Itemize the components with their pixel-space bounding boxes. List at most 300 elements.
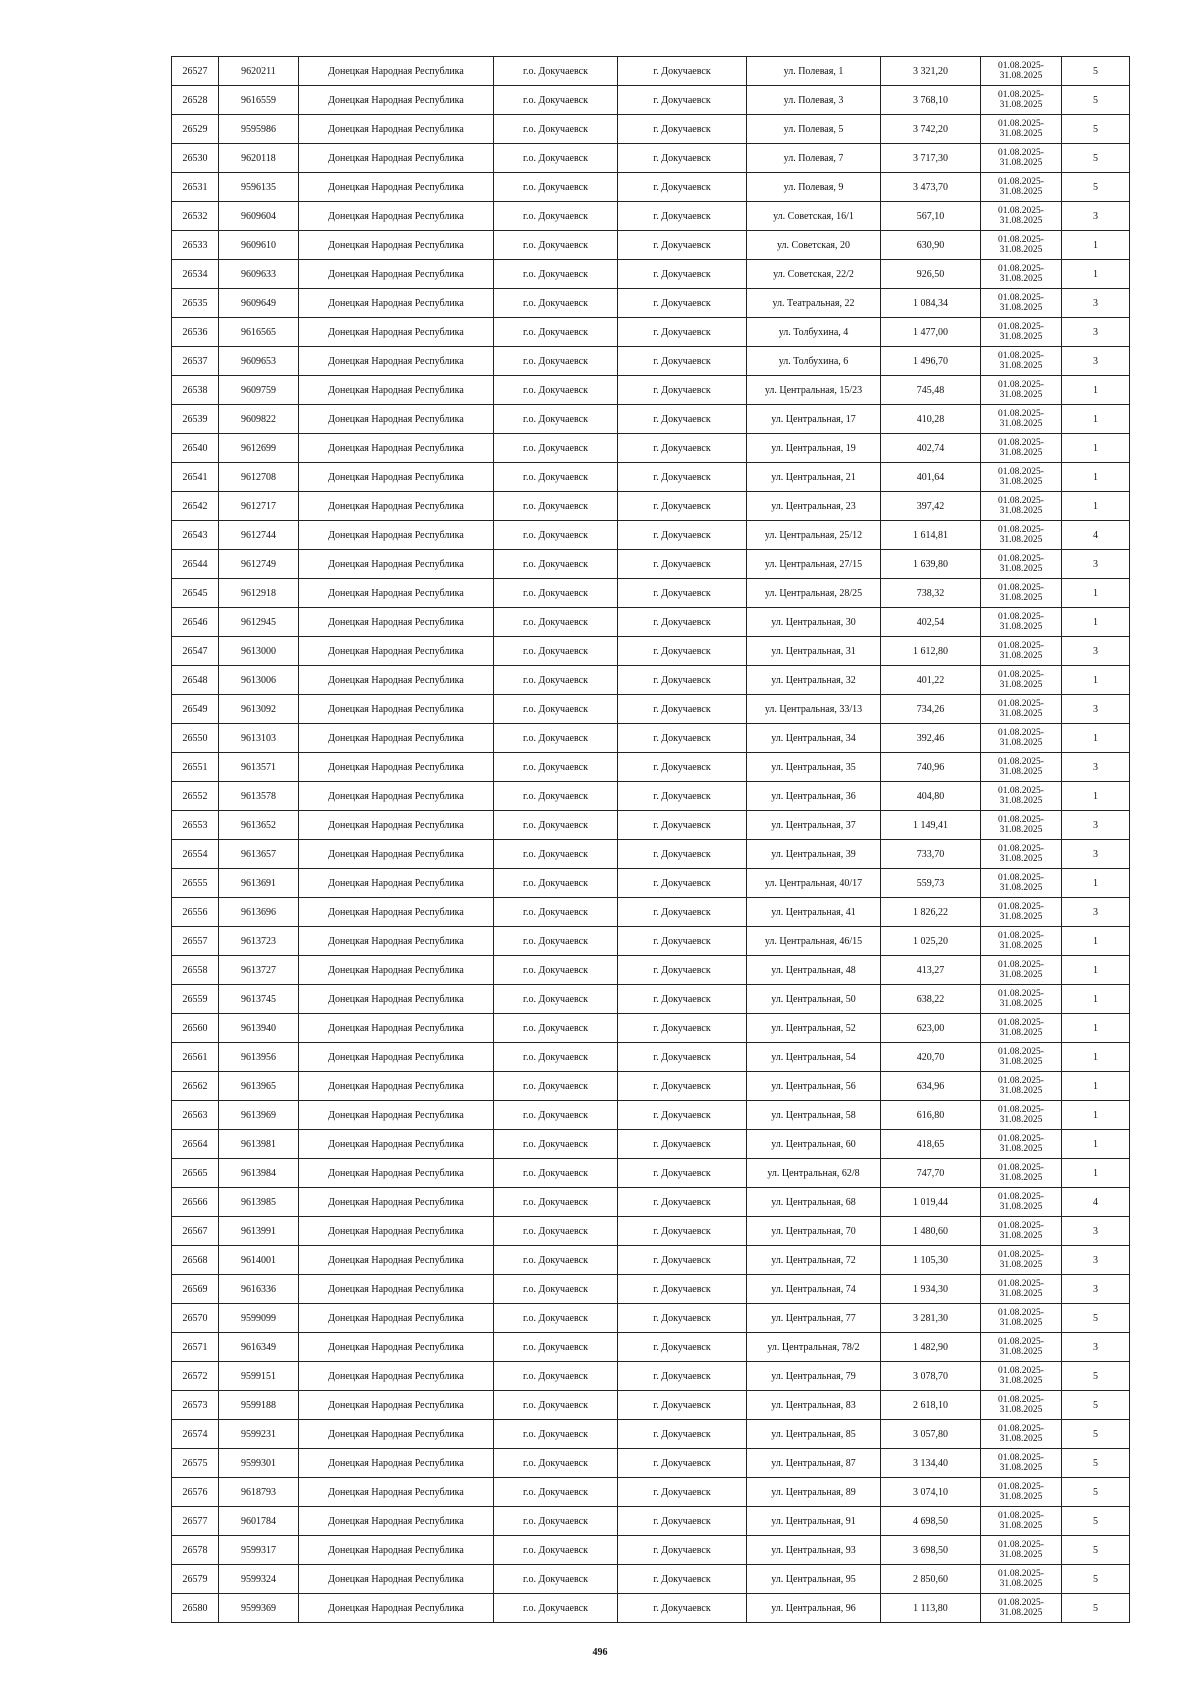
period-end: 31.08.2025: [999, 564, 1043, 574]
table-row: [172, 1507, 1130, 1536]
city-cell: г. Докучаевск: [618, 1478, 747, 1507]
value-cell: 5: [1062, 173, 1130, 202]
table-row: [172, 492, 1130, 521]
period-start: 01.08.2025-: [998, 322, 1044, 332]
row-number-cell: 26554: [172, 840, 219, 869]
region-cell: Донецкая Народная Республика: [299, 1217, 494, 1246]
address-cell: ул. Центральная, 31: [747, 637, 881, 666]
district-cell: г.о. Докучаевск: [494, 1275, 618, 1304]
address-cell: ул. Центральная, 35: [747, 753, 881, 782]
table-row: [172, 1014, 1130, 1043]
area-cell: 1 149,41: [881, 811, 981, 840]
area-cell: 734,26: [881, 695, 981, 724]
row-number-cell: 26541: [172, 463, 219, 492]
region-cell: Донецкая Народная Республика: [299, 898, 494, 927]
region-cell: Донецкая Народная Республика: [299, 115, 494, 144]
address-cell: ул. Центральная, 19: [747, 434, 881, 463]
district-cell: г.о. Докучаевск: [494, 1333, 618, 1362]
row-number-cell: 26569: [172, 1275, 219, 1304]
address-cell: ул. Центральная, 39: [747, 840, 881, 869]
area-cell: 638,22: [881, 985, 981, 1014]
period-end: 31.08.2025: [999, 361, 1043, 371]
value-cell: 1: [1062, 492, 1130, 521]
period-cell: [981, 724, 1062, 753]
region-cell: Донецкая Народная Республика: [299, 550, 494, 579]
city-cell: г. Докучаевск: [618, 1043, 747, 1072]
region-cell: Донецкая Народная Республика: [299, 1536, 494, 1565]
region-cell: Донецкая Народная Республика: [299, 1507, 494, 1536]
row-number-cell: 26542: [172, 492, 219, 521]
table-row: [172, 782, 1130, 811]
period-end: 31.08.2025: [999, 1057, 1043, 1067]
address-cell: ул. Центральная, 58: [747, 1101, 881, 1130]
city-cell: г. Докучаевск: [618, 260, 747, 289]
period-cell: [981, 463, 1062, 492]
value-cell: 3: [1062, 1333, 1130, 1362]
row-number-cell: 26551: [172, 753, 219, 782]
row-number-cell: 26553: [172, 811, 219, 840]
area-cell: 3 768,10: [881, 86, 981, 115]
table-row: [172, 927, 1130, 956]
area-cell: 733,70: [881, 840, 981, 869]
table-row: [172, 231, 1130, 260]
address-cell: ул. Центральная, 33/13: [747, 695, 881, 724]
address-cell: ул. Центральная, 56: [747, 1072, 881, 1101]
area-cell: 402,74: [881, 434, 981, 463]
region-cell: Донецкая Народная Республика: [299, 521, 494, 550]
region-cell: Донецкая Народная Республика: [299, 1449, 494, 1478]
period-end: 31.08.2025: [999, 419, 1043, 429]
object-id-cell: 9613940: [219, 1014, 299, 1043]
table-row: [172, 811, 1130, 840]
value-cell: 1: [1062, 1130, 1130, 1159]
city-cell: г. Докучаевск: [618, 956, 747, 985]
address-cell: ул. Полевая, 9: [747, 173, 881, 202]
address-cell: ул. Центральная, 52: [747, 1014, 881, 1043]
period-start: 01.08.2025-: [998, 931, 1044, 941]
period-start: 01.08.2025-: [998, 583, 1044, 593]
value-cell: 3: [1062, 695, 1130, 724]
area-cell: 3 473,70: [881, 173, 981, 202]
period-cell: [981, 695, 1062, 724]
city-cell: г. Докучаевск: [618, 1333, 747, 1362]
row-number-cell: 26531: [172, 173, 219, 202]
district-cell: г.о. Докучаевск: [494, 202, 618, 231]
period-start: 01.08.2025-: [998, 1250, 1044, 1260]
table-row: [172, 86, 1130, 115]
row-number-cell: 26544: [172, 550, 219, 579]
area-cell: 420,70: [881, 1043, 981, 1072]
period-end: 31.08.2025: [999, 1289, 1043, 1299]
area-cell: 402,54: [881, 608, 981, 637]
value-cell: 3: [1062, 637, 1130, 666]
row-number-cell: 26579: [172, 1565, 219, 1594]
row-number-cell: 26559: [172, 985, 219, 1014]
value-cell: 1: [1062, 405, 1130, 434]
city-cell: г. Докучаевск: [618, 173, 747, 202]
period-cell: [981, 1449, 1062, 1478]
period-cell: [981, 289, 1062, 318]
value-cell: 1: [1062, 1101, 1130, 1130]
period-start: 01.08.2025-: [998, 1221, 1044, 1231]
value-cell: 5: [1062, 1594, 1130, 1623]
row-number-cell: 26575: [172, 1449, 219, 1478]
table-row: [172, 1217, 1130, 1246]
period-start: 01.08.2025-: [998, 873, 1044, 883]
period-end: 31.08.2025: [999, 999, 1043, 1009]
period-end: 31.08.2025: [999, 158, 1043, 168]
city-cell: г. Докучаевск: [618, 782, 747, 811]
area-cell: 3 321,20: [881, 57, 981, 86]
period-cell: [981, 579, 1062, 608]
period-end: 31.08.2025: [999, 216, 1043, 226]
district-cell: г.о. Докучаевск: [494, 608, 618, 637]
table-row: [172, 57, 1130, 86]
period-start: 01.08.2025-: [998, 1279, 1044, 1289]
object-id-cell: 9601784: [219, 1507, 299, 1536]
row-number-cell: 26527: [172, 57, 219, 86]
period-end: 31.08.2025: [999, 709, 1043, 719]
row-number-cell: 26572: [172, 1362, 219, 1391]
district-cell: г.о. Докучаевск: [494, 840, 618, 869]
city-cell: г. Докучаевск: [618, 637, 747, 666]
region-cell: Донецкая Народная Республика: [299, 1275, 494, 1304]
city-cell: г. Докучаевск: [618, 1420, 747, 1449]
period-end: 31.08.2025: [999, 506, 1043, 516]
row-number-cell: 26546: [172, 608, 219, 637]
city-cell: г. Докучаевск: [618, 695, 747, 724]
period-end: 31.08.2025: [999, 1521, 1043, 1531]
value-cell: 1: [1062, 1072, 1130, 1101]
area-cell: 1 826,22: [881, 898, 981, 927]
city-cell: г. Докучаевск: [618, 1217, 747, 1246]
area-cell: 1 496,70: [881, 347, 981, 376]
district-cell: г.о. Докучаевск: [494, 985, 618, 1014]
row-number-cell: 26532: [172, 202, 219, 231]
city-cell: г. Докучаевск: [618, 753, 747, 782]
table-row: [172, 724, 1130, 753]
period-start: 01.08.2025-: [998, 351, 1044, 361]
period-cell: [981, 1275, 1062, 1304]
district-cell: г.о. Докучаевск: [494, 927, 618, 956]
period-cell: [981, 608, 1062, 637]
period-start: 01.08.2025-: [998, 264, 1044, 274]
region-cell: Донецкая Народная Республика: [299, 1246, 494, 1275]
city-cell: г. Докучаевск: [618, 811, 747, 840]
region-cell: Донецкая Народная Республика: [299, 202, 494, 231]
period-start: 01.08.2025-: [998, 1482, 1044, 1492]
object-id-cell: 9613652: [219, 811, 299, 840]
address-cell: ул. Центральная, 34: [747, 724, 881, 753]
row-number-cell: 26557: [172, 927, 219, 956]
row-number-cell: 26537: [172, 347, 219, 376]
period-cell: [981, 1391, 1062, 1420]
city-cell: г. Докучаевск: [618, 1594, 747, 1623]
period-start: 01.08.2025-: [998, 438, 1044, 448]
period-start: 01.08.2025-: [998, 235, 1044, 245]
district-cell: г.о. Докучаевск: [494, 492, 618, 521]
region-cell: Донецкая Народная Республика: [299, 666, 494, 695]
address-cell: ул. Центральная, 46/15: [747, 927, 881, 956]
object-id-cell: 9599317: [219, 1536, 299, 1565]
city-cell: г. Докучаевск: [618, 521, 747, 550]
table-row: [172, 1594, 1130, 1623]
value-cell: 1: [1062, 1159, 1130, 1188]
object-id-cell: 9609822: [219, 405, 299, 434]
value-cell: 1: [1062, 376, 1130, 405]
period-cell: [981, 637, 1062, 666]
table-row: [172, 1449, 1130, 1478]
table-row: [172, 637, 1130, 666]
district-cell: г.о. Докучаевск: [494, 1246, 618, 1275]
city-cell: г. Докучаевск: [618, 1072, 747, 1101]
object-id-cell: 9613092: [219, 695, 299, 724]
value-cell: 4: [1062, 1188, 1130, 1217]
period-cell: [981, 1072, 1062, 1101]
table-row: [172, 1043, 1130, 1072]
region-cell: Донецкая Народная Республика: [299, 57, 494, 86]
row-number-cell: 26539: [172, 405, 219, 434]
value-cell: 3: [1062, 1275, 1130, 1304]
city-cell: г. Докучаевск: [618, 550, 747, 579]
table-row: [172, 550, 1130, 579]
city-cell: г. Докучаевск: [618, 1536, 747, 1565]
period-end: 31.08.2025: [999, 1608, 1043, 1618]
value-cell: 3: [1062, 550, 1130, 579]
table-row: [172, 1536, 1130, 1565]
area-cell: 3 057,80: [881, 1420, 981, 1449]
region-cell: Донецкая Народная Республика: [299, 1101, 494, 1130]
area-cell: 4 698,50: [881, 1507, 981, 1536]
row-number-cell: 26533: [172, 231, 219, 260]
period-cell: [981, 898, 1062, 927]
city-cell: г. Докучаевск: [618, 492, 747, 521]
period-cell: [981, 260, 1062, 289]
city-cell: г. Докучаевск: [618, 1391, 747, 1420]
period-end: 31.08.2025: [999, 941, 1043, 951]
address-cell: ул. Центральная, 25/12: [747, 521, 881, 550]
object-id-cell: 9609649: [219, 289, 299, 318]
period-start: 01.08.2025-: [998, 728, 1044, 738]
address-cell: ул. Советская, 16/1: [747, 202, 881, 231]
city-cell: г. Докучаевск: [618, 840, 747, 869]
table-row: [172, 579, 1130, 608]
table-row: [172, 753, 1130, 782]
district-cell: г.о. Докучаевск: [494, 1478, 618, 1507]
district-cell: г.о. Докучаевск: [494, 521, 618, 550]
value-cell: 1: [1062, 434, 1130, 463]
period-start: 01.08.2025-: [998, 989, 1044, 999]
object-id-cell: 9613745: [219, 985, 299, 1014]
city-cell: г. Докучаевск: [618, 608, 747, 637]
period-start: 01.08.2025-: [998, 902, 1044, 912]
area-cell: 567,10: [881, 202, 981, 231]
object-id-cell: 9616349: [219, 1333, 299, 1362]
value-cell: 3: [1062, 840, 1130, 869]
district-cell: г.о. Докучаевск: [494, 898, 618, 927]
address-cell: ул. Центральная, 15/23: [747, 376, 881, 405]
district-cell: г.о. Докучаевск: [494, 57, 618, 86]
period-start: 01.08.2025-: [998, 119, 1044, 129]
period-end: 31.08.2025: [999, 477, 1043, 487]
period-cell: [981, 115, 1062, 144]
period-start: 01.08.2025-: [998, 1511, 1044, 1521]
object-id-cell: 9612699: [219, 434, 299, 463]
region-cell: Донецкая Народная Республика: [299, 86, 494, 115]
row-number-cell: 26566: [172, 1188, 219, 1217]
object-id-cell: 9620211: [219, 57, 299, 86]
row-number-cell: 26578: [172, 1536, 219, 1565]
district-cell: г.о. Докучаевск: [494, 1420, 618, 1449]
district-cell: г.о. Докучаевск: [494, 1101, 618, 1130]
district-cell: г.о. Докучаевск: [494, 405, 618, 434]
value-cell: 3: [1062, 289, 1130, 318]
table-row: [172, 1101, 1130, 1130]
region-cell: Донецкая Народная Республика: [299, 1130, 494, 1159]
table-row: [172, 376, 1130, 405]
district-cell: г.о. Докучаевск: [494, 289, 618, 318]
table-row: [172, 1362, 1130, 1391]
period-start: 01.08.2025-: [998, 1047, 1044, 1057]
table-row: [172, 463, 1130, 492]
city-cell: г. Докучаевск: [618, 1188, 747, 1217]
period-start: 01.08.2025-: [998, 554, 1044, 564]
object-id-cell: 9613991: [219, 1217, 299, 1246]
row-number-cell: 26571: [172, 1333, 219, 1362]
value-cell: 5: [1062, 1362, 1130, 1391]
region-cell: Донецкая Народная Республика: [299, 231, 494, 260]
address-cell: ул. Центральная, 74: [747, 1275, 881, 1304]
region-cell: Донецкая Народная Республика: [299, 376, 494, 405]
area-cell: 1 025,20: [881, 927, 981, 956]
period-cell: [981, 1246, 1062, 1275]
address-cell: ул. Центральная, 91: [747, 1507, 881, 1536]
area-cell: 2 850,60: [881, 1565, 981, 1594]
area-cell: 745,48: [881, 376, 981, 405]
period-cell: [981, 1362, 1062, 1391]
row-number-cell: 26543: [172, 521, 219, 550]
period-cell: [981, 840, 1062, 869]
value-cell: 1: [1062, 231, 1130, 260]
housing-register-table: [171, 56, 1130, 1623]
period-end: 31.08.2025: [999, 1492, 1043, 1502]
period-start: 01.08.2025-: [998, 1192, 1044, 1202]
period-end: 31.08.2025: [999, 1231, 1043, 1241]
period-start: 01.08.2025-: [998, 1598, 1044, 1608]
city-cell: г. Докучаевск: [618, 1449, 747, 1478]
object-id-cell: 9613578: [219, 782, 299, 811]
object-id-cell: 9599369: [219, 1594, 299, 1623]
period-end: 31.08.2025: [999, 1405, 1043, 1415]
address-cell: ул. Советская, 22/2: [747, 260, 881, 289]
object-id-cell: 9614001: [219, 1246, 299, 1275]
district-cell: г.о. Докучаевск: [494, 144, 618, 173]
region-cell: Донецкая Народная Республика: [299, 1014, 494, 1043]
object-id-cell: 9613657: [219, 840, 299, 869]
district-cell: г.о. Докучаевск: [494, 376, 618, 405]
region-cell: Донецкая Народная Республика: [299, 1072, 494, 1101]
object-id-cell: 9599324: [219, 1565, 299, 1594]
address-cell: ул. Центральная, 77: [747, 1304, 881, 1333]
area-cell: 740,96: [881, 753, 981, 782]
address-cell: ул. Центральная, 72: [747, 1246, 881, 1275]
period-end: 31.08.2025: [999, 390, 1043, 400]
table-row: [172, 1072, 1130, 1101]
period-start: 01.08.2025-: [998, 1308, 1044, 1318]
row-number-cell: 26549: [172, 695, 219, 724]
row-number-cell: 26556: [172, 898, 219, 927]
table-row: [172, 1304, 1130, 1333]
district-cell: г.о. Докучаевск: [494, 724, 618, 753]
object-id-cell: 9616559: [219, 86, 299, 115]
table-row: [172, 666, 1130, 695]
table-row: [172, 1246, 1130, 1275]
city-cell: г. Докучаевск: [618, 463, 747, 492]
object-id-cell: 9620118: [219, 144, 299, 173]
city-cell: г. Докучаевск: [618, 1159, 747, 1188]
address-cell: ул. Центральная, 23: [747, 492, 881, 521]
city-cell: г. Докучаевск: [618, 144, 747, 173]
period-cell: [981, 492, 1062, 521]
period-end: 31.08.2025: [999, 245, 1043, 255]
period-end: 31.08.2025: [999, 129, 1043, 139]
period-start: 01.08.2025-: [998, 1569, 1044, 1579]
period-start: 01.08.2025-: [998, 699, 1044, 709]
region-cell: Донецкая Народная Республика: [299, 434, 494, 463]
value-cell: 1: [1062, 956, 1130, 985]
city-cell: г. Докучаевск: [618, 724, 747, 753]
object-id-cell: 9612717: [219, 492, 299, 521]
period-cell: [981, 1478, 1062, 1507]
row-number-cell: 26562: [172, 1072, 219, 1101]
period-cell: [981, 811, 1062, 840]
period-cell: [981, 1130, 1062, 1159]
row-number-cell: 26565: [172, 1159, 219, 1188]
period-cell: [981, 173, 1062, 202]
area-cell: 747,70: [881, 1159, 981, 1188]
address-cell: ул. Центральная, 40/17: [747, 869, 881, 898]
value-cell: 1: [1062, 463, 1130, 492]
value-cell: 3: [1062, 753, 1130, 782]
period-start: 01.08.2025-: [998, 1366, 1044, 1376]
district-cell: г.о. Докучаевск: [494, 1362, 618, 1391]
district-cell: г.о. Докучаевск: [494, 260, 618, 289]
period-end: 31.08.2025: [999, 1579, 1043, 1589]
row-number-cell: 26545: [172, 579, 219, 608]
period-cell: [981, 347, 1062, 376]
value-cell: 1: [1062, 666, 1130, 695]
period-cell: [981, 202, 1062, 231]
address-cell: ул. Центральная, 68: [747, 1188, 881, 1217]
value-cell: 1: [1062, 1043, 1130, 1072]
period-start: 01.08.2025-: [998, 641, 1044, 651]
table-row: [172, 1565, 1130, 1594]
address-cell: ул. Центральная, 54: [747, 1043, 881, 1072]
value-cell: 3: [1062, 898, 1130, 927]
period-cell: [981, 1188, 1062, 1217]
row-number-cell: 26552: [172, 782, 219, 811]
period-cell: [981, 927, 1062, 956]
value-cell: 5: [1062, 1420, 1130, 1449]
district-cell: г.о. Докучаевск: [494, 811, 618, 840]
value-cell: 5: [1062, 1565, 1130, 1594]
area-cell: 413,27: [881, 956, 981, 985]
object-id-cell: 9609610: [219, 231, 299, 260]
city-cell: г. Докучаевск: [618, 57, 747, 86]
object-id-cell: 9612945: [219, 608, 299, 637]
row-number-cell: 26577: [172, 1507, 219, 1536]
district-cell: г.о. Докучаевск: [494, 115, 618, 144]
